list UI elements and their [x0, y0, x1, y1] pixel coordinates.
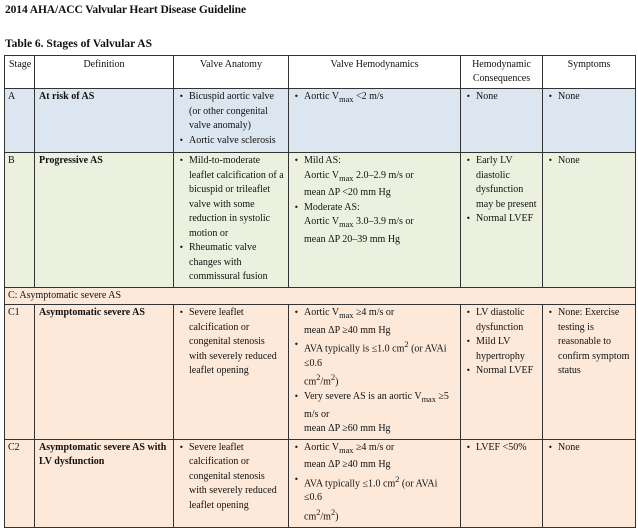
header-symptoms: Symptoms [543, 56, 636, 89]
list-item: • Mild-to-moderate leaflet calcification of a bicuspid or trileaflet valve with some reduction in systolic motion or [178, 154, 284, 241]
consequences-cell [461, 439, 543, 527]
stage-cell: B [5, 153, 35, 288]
document-title: 2014 AHA/ACC Valvular Heart Disease Guideline [5, 4, 246, 16]
hemodynamics-cell [289, 305, 461, 440]
symptoms-cell [543, 153, 636, 288]
list-item: • Aortic valve sclerosis [178, 134, 284, 149]
list-item: • Moderate AS: Aortic $V_{max}$ 3.0–3.9 m/s or mean ΔP 20–39 mm Hg [293, 201, 456, 248]
header-row [5, 56, 636, 89]
section-row-c [5, 287, 636, 305]
list-item: • Aortic $V_{max} <2$ m/s [293, 90, 456, 108]
header-valve-hemodynamics: Valve Hemodynamics [289, 56, 461, 89]
list-item: • Normal LVEF [465, 364, 538, 379]
list-item: • Bicuspid aortic valve (or other congenital valve anomaly) [178, 90, 284, 134]
anatomy-cell [174, 153, 289, 288]
symptoms-cell [543, 439, 636, 527]
table-row-stage-c2 [5, 439, 636, 527]
list-item: • LVEF <50% [465, 441, 538, 456]
table-row-stage-b [5, 153, 636, 288]
list-item: • Aortic $V_{max} \ge 4$ m/s or mean ΔP ≥40 mm Hg [293, 441, 456, 473]
list-item: • None [547, 441, 631, 456]
stage-cell: C2 [5, 439, 35, 527]
list-item: • Severe leaflet calcification or congenital stenosis with severely reduced leaflet opening [178, 441, 284, 514]
table-row-stage-a [5, 89, 636, 153]
consequences-cell [461, 305, 543, 440]
list-item: • None [547, 90, 631, 105]
section-heading: C: Asymptomatic severe AS [5, 287, 636, 305]
hemodynamics-cell [289, 153, 461, 288]
header-hemodynamic-consequences: Hemodynamic Consequences [461, 56, 543, 89]
list-item: • Aortic $V_{max} \ge 4$ m/s or mean ΔP ≥40 mm Hg [293, 306, 456, 338]
consequences-cell [461, 153, 543, 288]
definition-cell: Asymptomatic severe AS [35, 305, 174, 440]
hemodynamics-cell [289, 439, 461, 527]
list-item: • Early LV diastolic dysfunction may be present [465, 154, 538, 212]
anatomy-cell [174, 439, 289, 527]
valvular-as-stages-table [4, 55, 636, 528]
list-item: • Severe leaflet calcification or congenital stenosis with severely reduced leaflet opening [178, 306, 284, 379]
symptoms-cell [543, 89, 636, 153]
list-item: • Very severe AS is an aortic $V_{max} \ge 5$ m/s or mean ΔP ≥60 mm Hg [293, 390, 456, 437]
header-stage: Stage [5, 56, 35, 89]
definition-cell: Progressive AS [35, 153, 174, 288]
list-item: • Rheumatic valve changes with commissural fusion [178, 241, 284, 285]
table-row-stage-c1 [5, 305, 636, 440]
hemodynamics-cell [289, 89, 461, 153]
list-item: • None [465, 90, 538, 105]
anatomy-cell [174, 305, 289, 440]
list-item: • None: Exercise testing is reasonable to confirm symptom status [547, 306, 631, 379]
list-item: • Mild AS: Aortic $V_{max}$ 2.0–2.9 m/s or mean ΔP <20 mm Hg [293, 154, 456, 201]
header-definition: Definition [35, 56, 174, 89]
symptoms-cell [543, 305, 636, 440]
list-item: • AVA typically is ≤1.0 $cm^2$ (or AVAi ≤0.6 $cm^2/m^2$) [293, 338, 456, 390]
header-valve-anatomy: Valve Anatomy [174, 56, 289, 89]
stage-cell: C1 [5, 305, 35, 440]
list-item: • Normal LVEF [465, 212, 538, 227]
list-item: • AVA typically ≤1.0 $cm^2$ (or AVAi ≤0.6 $cm^2/m^2$) [293, 473, 456, 525]
list-item: • None [547, 154, 631, 169]
stage-cell: A [5, 89, 35, 153]
table-title: Table 6. Stages of Valvular AS [5, 38, 152, 50]
list-item: • Mild LV hypertrophy [465, 335, 538, 364]
consequences-cell [461, 89, 543, 153]
definition-cell: Asymptomatic severe AS with LV dysfunction [35, 439, 174, 527]
anatomy-cell [174, 89, 289, 153]
definition-cell: At risk of AS [35, 89, 174, 153]
list-item: • LV diastolic dysfunction [465, 306, 538, 335]
